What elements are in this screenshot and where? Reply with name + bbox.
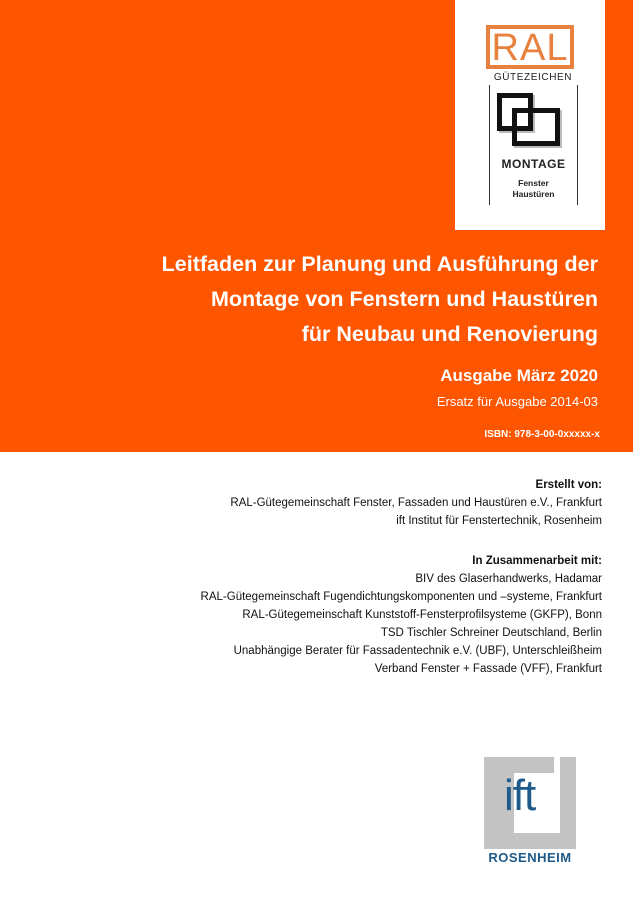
cooperation-item: BIV des Glaserhandwerks, Hadamar [415,573,602,585]
credits [201,476,602,678]
isbn: ISBN: 978-3-00-0xxxxx-x [484,429,600,440]
ift-logo-text: ift [504,771,536,820]
cooperation-item: Verband Fenster + Fassade (VFF), Frankfurt [374,663,602,675]
ral-logo-text: RAL [486,25,574,69]
created-by-item: RAL-Gütegemeinschaft Fenster, Fassaden und Haustüren e.V., Frankfurt [230,497,602,509]
cooperation-item: TSD Tischler Schreiner Deutschland, Berlin [380,627,602,639]
title-line: Montage von Fenstern und Haustüren [210,287,598,311]
replaces-edition: Ersatz für Ausgabe 2014-03 [436,394,598,409]
haustueren-label: Haustüren [512,189,555,199]
guetezeichen-label: GÜTEZEICHEN [493,72,573,83]
ral-guetezeichen-logo [455,0,605,230]
title-line: Leitfaden zur Planung und Ausführung der [161,252,598,276]
montage-frame [489,85,578,205]
montage-label: MONTAGE [501,157,566,171]
window-rect-icon [512,108,560,146]
ift-logo [484,757,576,849]
fenster-label: Fenster [518,178,549,188]
cooperation-item: RAL-Gütegemeinschaft Fugendichtungskomponenten und –systeme, Frankfurt [200,591,602,603]
ift-logo-city: ROSENHEIM [488,850,572,865]
edition: Ausgabe März 2020 [440,366,598,385]
cooperation-item: Unabhängige Berater für Fassadentechnik e.V. (UBF), Unterschleißheim [233,645,602,657]
created-by-heading: Erstellt von: [535,479,602,491]
document-title [162,247,598,352]
cooperation-item: RAL-Gütegemeinschaft Kunststoff-Fensterprofilsysteme (GKFP), Bonn [242,609,602,621]
cooperation-heading: In Zusammenarbeit mit: [472,555,602,567]
title-line: für Neubau und Renovierung [301,322,598,346]
created-by-item: ift Institut für Fenstertechnik, Rosenheim [396,515,602,527]
